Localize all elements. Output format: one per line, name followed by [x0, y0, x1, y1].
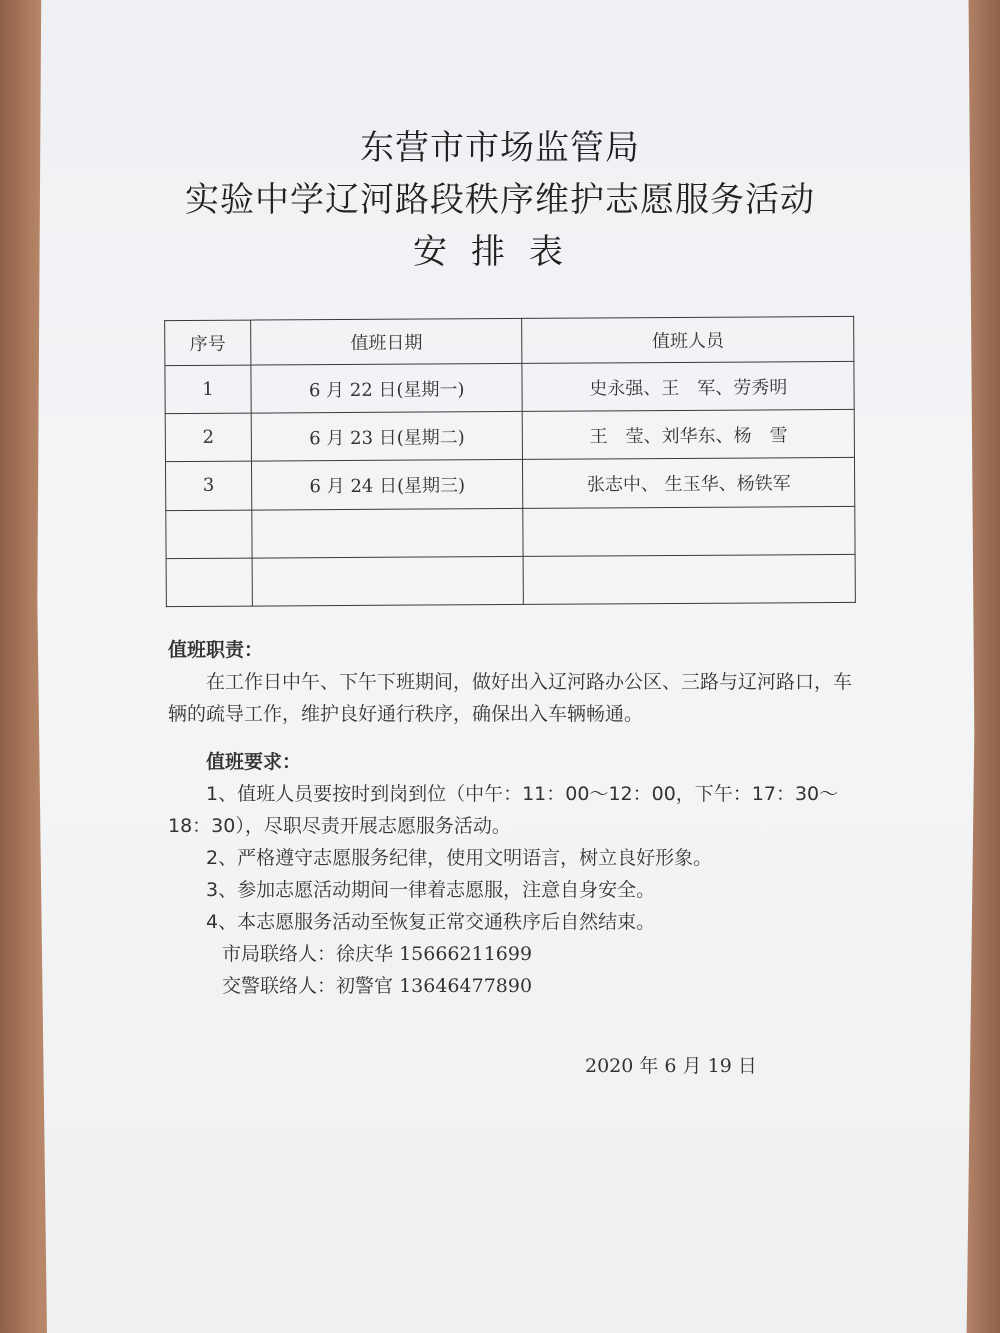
- schedule-table: [164, 316, 856, 607]
- contact-phone: 15666211699: [399, 943, 533, 965]
- row-staff: 史永强、王 军、劳秀明: [522, 361, 854, 411]
- row-staff: [523, 506, 855, 556]
- requirement-item-3: 3、参加志愿活动期间一律着志愿服，注意自身安全。: [206, 879, 656, 901]
- row-date: [252, 556, 524, 606]
- document-date: 2020 年 6 月 19 日: [585, 1055, 757, 1077]
- contact-name: 初警官: [336, 975, 394, 997]
- row-date: [252, 508, 524, 558]
- row-no: 2: [165, 413, 251, 462]
- duties-section: [168, 634, 858, 730]
- row-staff: 张志中、 生玉华、杨铁军: [523, 458, 855, 508]
- row-date: 6 月 22 日(星期一): [251, 363, 523, 413]
- requirements-section: [168, 746, 858, 938]
- row-no: 1: [165, 365, 251, 414]
- contact-label: 市局联络人：: [222, 943, 337, 965]
- contact-label: 交警联络人：: [222, 975, 337, 997]
- requirement-item-1: 1、值班人员要按时到岗到位（中午：11：00～12：00，下午：17：30～18：30），尽职尽责开展志愿服务活动。: [168, 783, 839, 837]
- title-line-2: 实验中学辽河路段秩序维护志愿服务活动: [185, 180, 815, 220]
- contact-name: 徐庆华: [336, 943, 394, 965]
- row-no: [166, 510, 252, 559]
- duties-text: 在工作日中午、下午下班期间，做好出入辽河路办公区、三路与辽河路口，车辆的疏导工作，维护良好通行秩序，确保出入车辆畅通。: [168, 671, 853, 725]
- row-staff: [524, 554, 856, 604]
- table-header-row: [165, 316, 854, 365]
- row-staff: 王 莹、刘华东、杨 雪: [523, 410, 855, 460]
- table-row: [165, 458, 854, 510]
- row-date: 6 月 23 日(星期二): [251, 412, 523, 462]
- requirement-item-2: 2、严格遵守志愿服务纪律，使用文明语言，树立良好形象。: [206, 847, 713, 869]
- contact-line: [222, 938, 722, 970]
- header-no: 序号: [165, 320, 251, 366]
- table-row-empty: [166, 554, 855, 606]
- contacts-section: [222, 938, 722, 1002]
- row-no: [166, 558, 252, 607]
- contact-phone: 13646477890: [399, 975, 533, 997]
- table-row: [165, 410, 854, 462]
- header-staff: 值班人员: [522, 316, 854, 363]
- contact-line: [222, 970, 722, 1002]
- header-date: 值班日期: [251, 318, 523, 365]
- title-line-3: 安排表: [413, 232, 587, 272]
- row-date: 6 月 24 日(星期三): [251, 460, 523, 510]
- row-no: 3: [165, 461, 251, 510]
- title-line-1: 东营市市场监管局: [360, 128, 640, 168]
- requirement-item-4: 4、本志愿服务活动至恢复正常交通秩序后自然结束。: [206, 911, 656, 933]
- table-row-empty: [166, 506, 855, 558]
- requirements-heading: 值班要求：: [206, 751, 302, 773]
- duties-heading: 值班职责：: [168, 639, 264, 661]
- table-row: [165, 361, 854, 413]
